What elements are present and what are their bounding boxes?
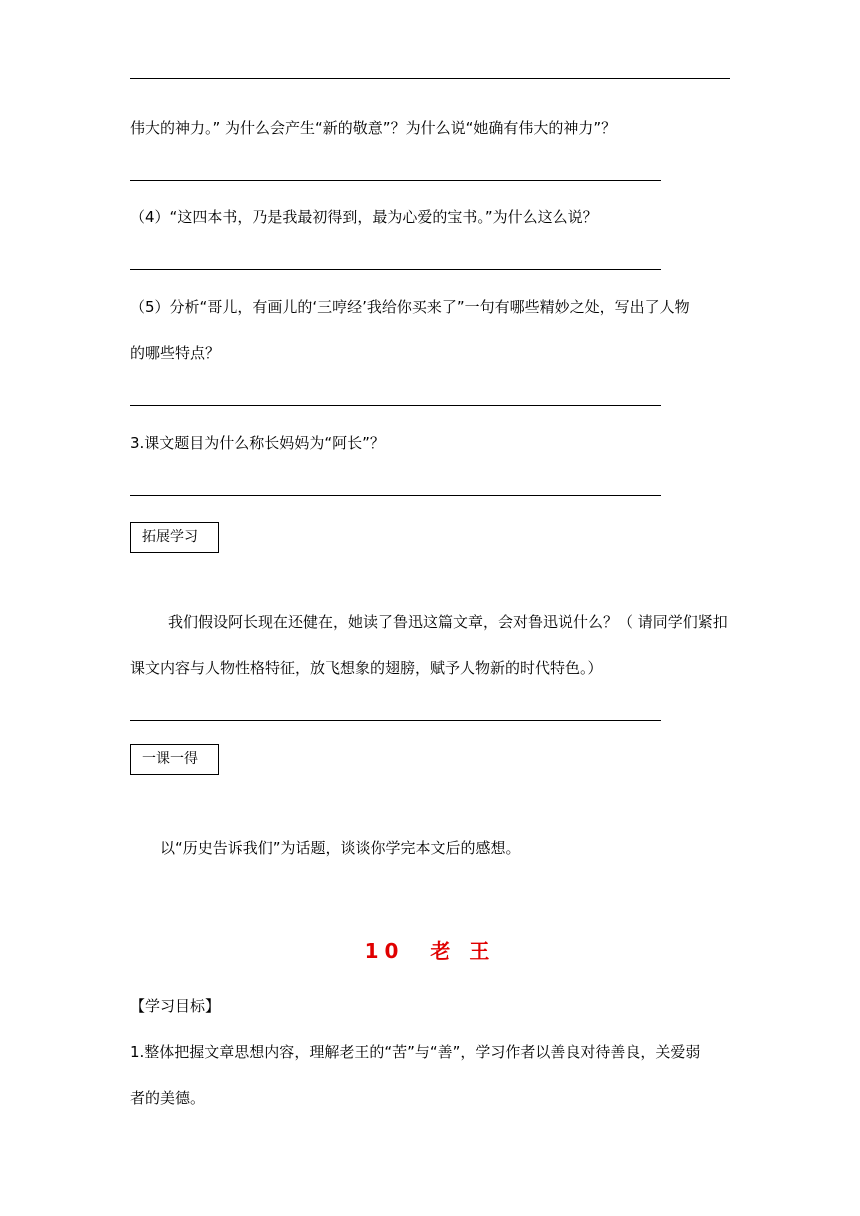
extend-learning-label: 拓展学习 [130, 522, 219, 553]
question-5-line-1: （5）分析“哥儿，有画儿的‘三哼经’我给你买来了”一句有哪些精妙之处，写出了人物 [130, 298, 690, 316]
answer-line [130, 180, 661, 181]
lesson-gain-label: 一课一得 [130, 744, 219, 775]
objective-1-line-1: 1.整体把握文章思想内容，理解老王的“苦”与“善”，学习作者以善良对待善良，关爱弱 [130, 1043, 701, 1061]
answer-line [130, 720, 661, 721]
lesson-gain-prompt: 以“历史告诉我们”为话题，谈谈你学完本文后的感想。 [160, 839, 521, 857]
top-divider [130, 78, 730, 79]
extend-prompt-line-2: 课文内容与人物性格特征，放飞想象的翅膀，赋予人物新的时代特色。） [130, 659, 603, 677]
question-4: （4）“这四本书，乃是我最初得到，最为心爱的宝书。”为什么这么说？ [130, 208, 598, 226]
question-5-line-2: 的哪些特点？ [130, 344, 221, 362]
objective-1-line-2: 者的美德。 [130, 1089, 206, 1107]
objectives-heading: 【学习目标】 [130, 997, 221, 1015]
answer-line [130, 405, 661, 406]
answer-line [130, 269, 661, 270]
answer-line [130, 495, 661, 496]
question-3: 3.课文题目为什么称长妈妈为“阿长”？ [130, 434, 385, 452]
question-2-tail: 伟大的神力。” 为什么会产生“新的敬意”？为什么说“她确有伟大的神力”？ [130, 119, 617, 137]
extend-prompt-line-1: 我们假设阿长现在还健在，她读了鲁迅这篇文章，会对鲁迅说什么？（ 请同学们紧扣 [168, 613, 728, 631]
lesson-title: 10 老 王 [364, 939, 496, 963]
